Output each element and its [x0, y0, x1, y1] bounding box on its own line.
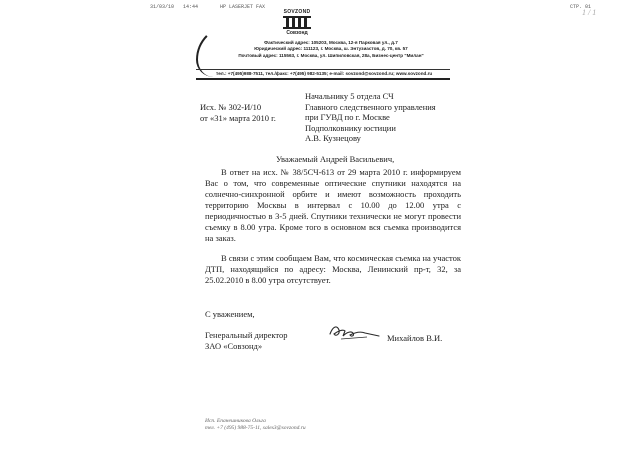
logo-latin-text: SOVZOND [283, 9, 311, 15]
signer-title: Генеральный директор [205, 330, 288, 340]
legal-address: Юридический адрес: 111123, г. Москва, ш. Энтузиастов, д. 70, кв. 57 [254, 46, 408, 52]
fax-date: 31/03/10 [150, 4, 175, 10]
fax-transmission-header [150, 4, 600, 14]
letter-greeting: Уважаемый Андрей Васильевич, [276, 154, 395, 164]
addressee-block [305, 91, 436, 144]
letterhead-divider [196, 69, 450, 70]
company-logo [271, 9, 323, 36]
letterhead-divider-bottom [196, 78, 450, 80]
body-paragraph-2: В связи с этим сообщаем Вам, что космическая съемка на участок ДТП, находящийся по адресу: Москва, Ленинский пр-т, 32, за 25.02.2010 в 8.00 утра отсутствует. [205, 253, 461, 285]
executor-contact: тел. +7 (495) 988-75-11, sales3@sovzond.ru [205, 425, 306, 431]
executor-name: Исп. Епанешникова Ольга [205, 418, 266, 424]
fax-device: HP LASERJET FAX [220, 4, 266, 10]
addressee-line: Главного следственного управления [305, 101, 436, 112]
logo-columns-icon [283, 16, 311, 29]
fax-time: 14:44 [183, 4, 199, 10]
addressee-line: А.В. Кузнецову [305, 133, 361, 143]
letterhead-addresses [218, 40, 444, 59]
postal-address: Почтовый адрес: 115563, г. Москва, ул. Шипиловская, 28а, Бизнес-центр "Милан" [238, 52, 424, 58]
outgoing-date: от «31» марта 2010 г. [200, 113, 276, 123]
logo-cyrillic-text: Совзонд [286, 30, 308, 36]
actual-address: Фактический адрес: 105203, Москва, 12-я Парковая ул., д.7 [264, 40, 398, 45]
signer-position [205, 330, 288, 352]
letterhead-contacts: тел.: +7(495)988-7511, тел./факс: +7(495) 982-5135; e-mail: sovzond@sovzond.ru; www.sovzond.ru [216, 71, 433, 76]
handwritten-signature [327, 322, 383, 342]
signer-name: Михайлов В.И. [387, 333, 443, 343]
outgoing-number: Исх. № 302-И/10 [200, 102, 262, 112]
signer-company: ЗАО «Совзонд» [205, 341, 263, 351]
addressee-line: Подполковнику юстиции [305, 122, 396, 133]
closing-line: С уважением, [205, 309, 255, 319]
outgoing-reference [200, 102, 276, 124]
handwritten-corner-mark: 1 / 1 [582, 8, 597, 17]
body-paragraph-1: В ответ на исх. № 38/5СЧ-613 от 29 марта 2010 г. информируем Вас о том, что современные оптические спутники находятся на солнечно-синхронной орбите и имеют возможность проходить территорию Москвы в интервал с 10.00 до 12.00 утра с периодичностью в 3-5 дней. Спутники технически не могут провести съемку в 8.00 утра. Кроме того в основном вся съемка производится на заказ. [205, 167, 461, 243]
fax-page-number: СТР. 01 [570, 4, 592, 10]
addressee-line: при ГУВД по г. Москве [305, 112, 390, 122]
addressee-line: Начальнику 5 отдела СЧ [305, 91, 394, 101]
executor-info [205, 418, 306, 432]
